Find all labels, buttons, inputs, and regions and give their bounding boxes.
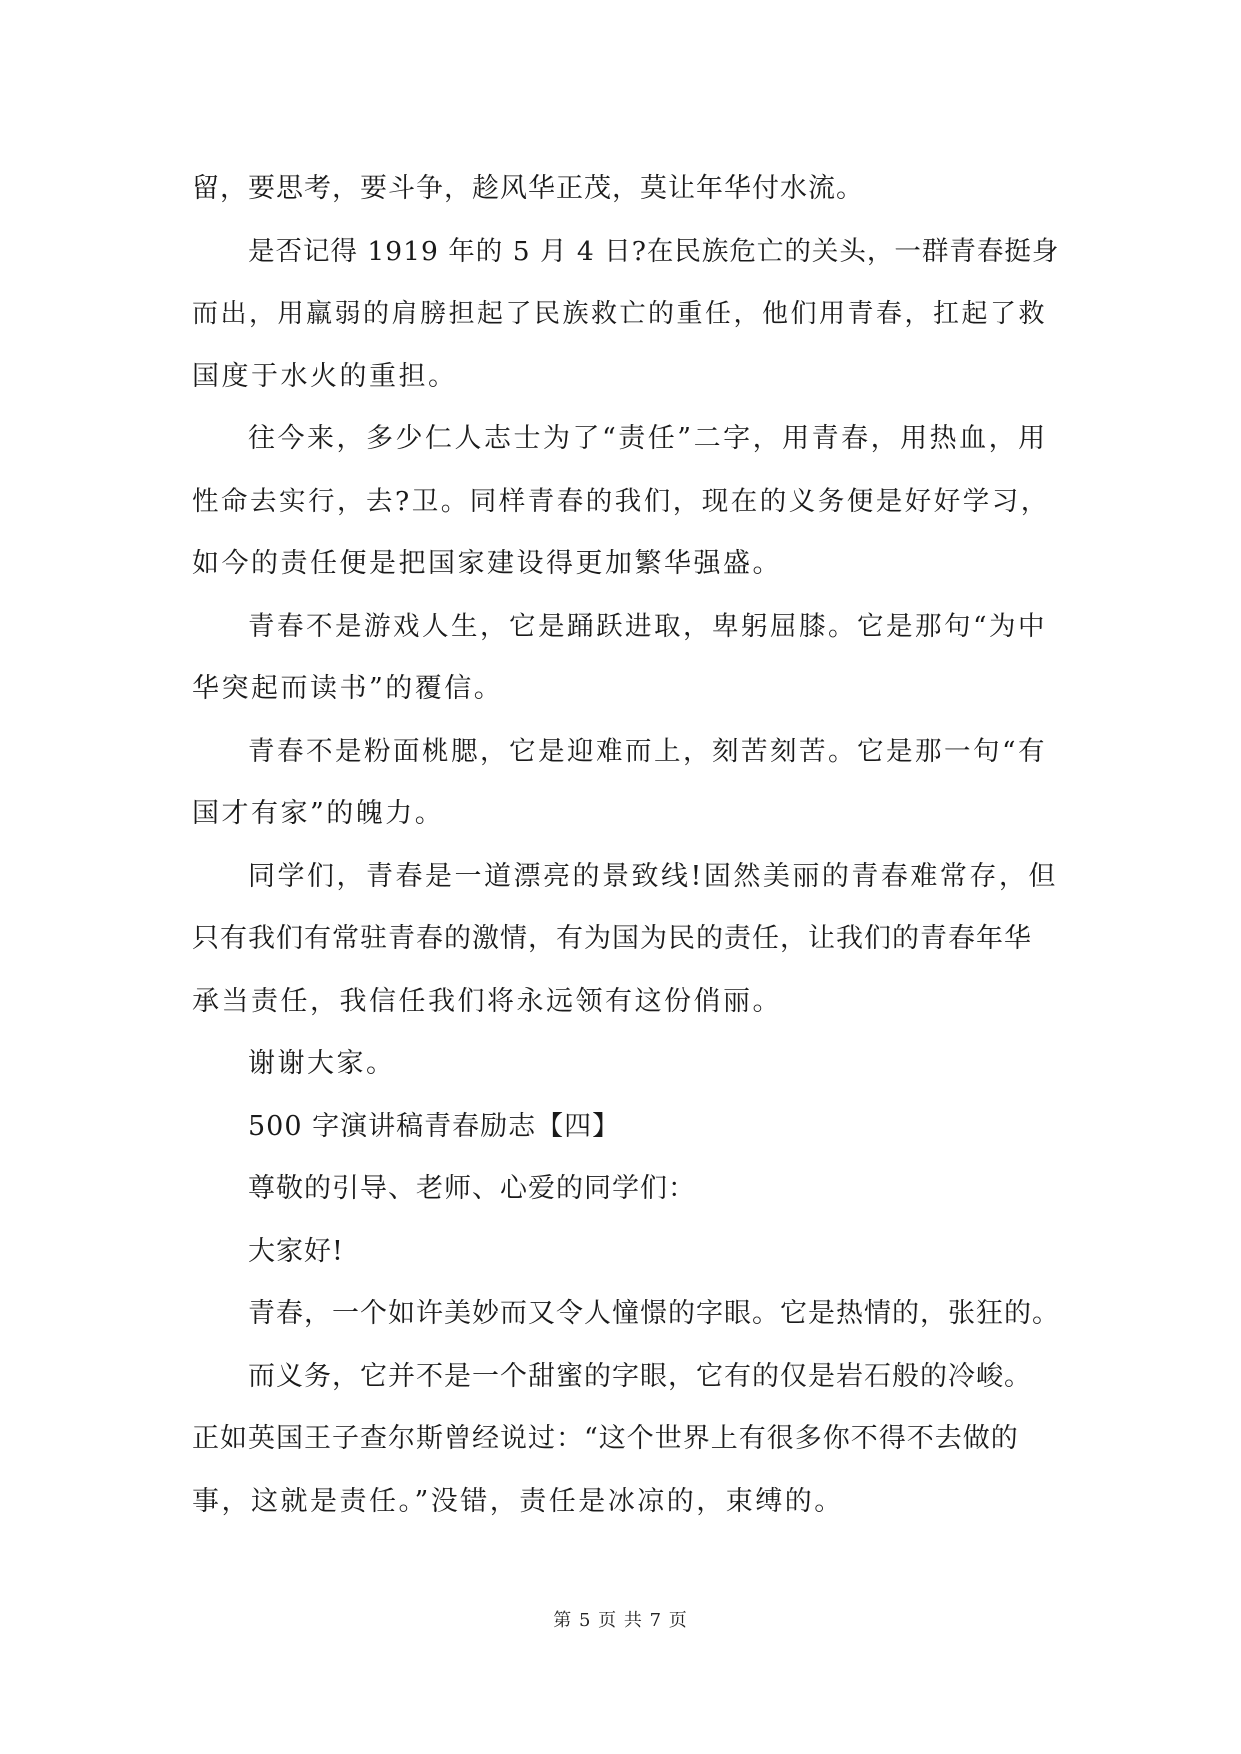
text-line: 留，要思考，要斗争，趁风华正茂，莫让年华付水流。 [192,173,864,204]
text-line: 而义务，它并不是一个甜蜜的字眼，它有的仅是岩石般的冷峻。 [248,1360,1032,1392]
text-line: 国度于水火的重担。 [192,360,458,392]
text-line: 承当责任，我信任我们将永远领有这份俏丽。 [192,985,782,1017]
text-line: 性命去实行，去?卫。同样青春的我们，现在的义务便是好好学习， [192,485,1050,517]
text-line: 谢谢大家。 [248,1048,396,1079]
text-line: 华突起而读书”的覆信。 [192,673,504,704]
text-line: 国才有家”的魄力。 [192,798,445,829]
document-body [192,158,1060,1533]
text-line: 青春不是游戏人生，它是踊跃进取，卑躬屈膝。它是那句“为中 [248,610,1048,642]
text-line: 事，这就是责任。”没错，责任是冰凉的，束缚的。 [192,1485,844,1517]
text-line: 是否记得 1919 年的 5 月 4 日?在民族危亡的关头，一群青春挺身 [248,235,1060,267]
text-line: 尊敬的引导、老师、心爱的同学们： [248,1173,696,1204]
text-line: 如今的责任便是把国家建设得更加繁华强盛。 [192,548,782,579]
text-line: 大家好! [248,1235,344,1267]
page-number: 第 5 页 共 7 页 [553,1610,688,1631]
text-line: 而出，用羸弱的肩膀担起了民族救亡的重任，他们用青春，扛起了救 [192,299,1048,329]
text-line: 同学们，青春是一道漂亮的景致线!固然美丽的青春难常存，但 [248,860,1058,892]
text-line: 只有我们有常驻青春的激情，有为国为民的责任，让我们的青春年华 [192,923,1032,954]
text-line: 青春，一个如许美妙而又令人憧憬的字眼。它是热情的，张狂的。 [248,1298,1060,1329]
text-line: 青春不是粉面桃腮，它是迎难而上，刻苦刻苦。它是那一句“有 [248,735,1048,767]
text-line: 往今来，多少仁人志士为了“责任”二字，用青春，用热血，用 [248,423,1048,454]
section-heading: 500 字演讲稿青春励志【四】 [248,1110,621,1142]
text-line: 正如英国王子查尔斯曾经说过：“这个世界上有很多你不得不去做的 [192,1423,1019,1454]
